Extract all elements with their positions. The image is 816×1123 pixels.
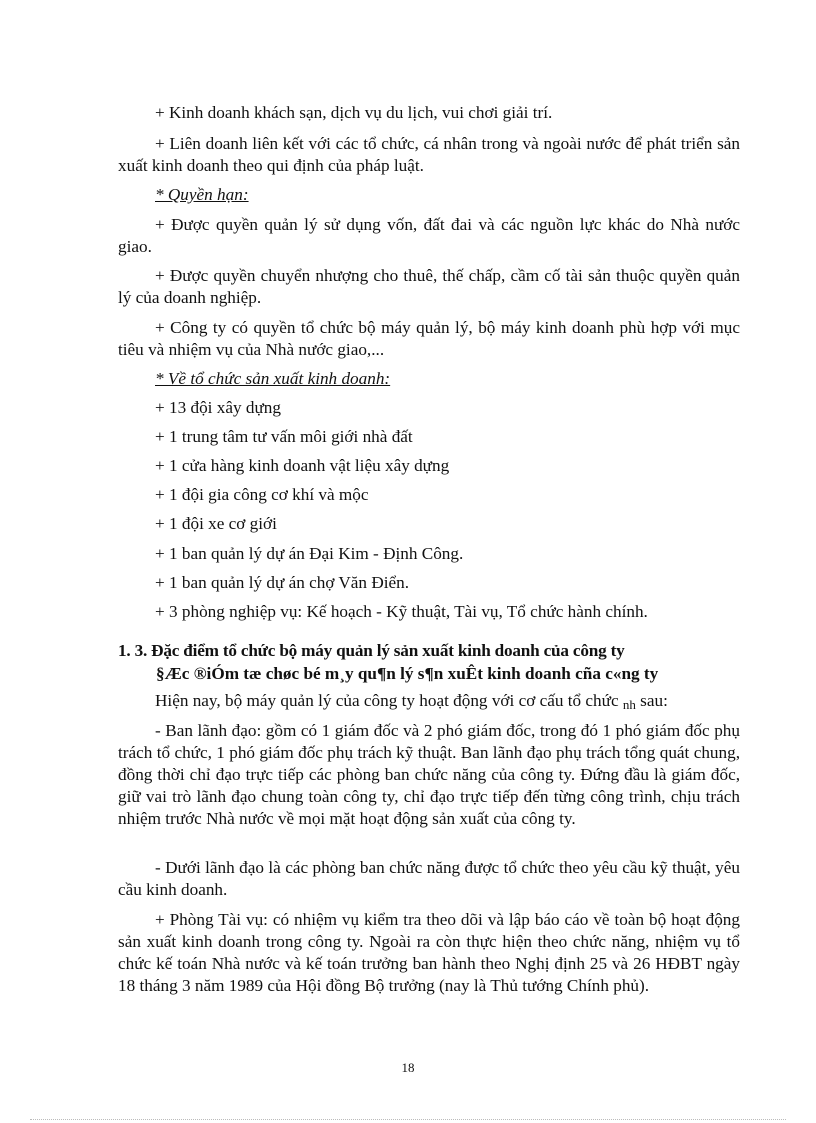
paragraph-joint-venture: + Liên doanh liên kết với các tổ chức, cá nhân trong và ngoài nước để phát triển sản xuất kinh doanh theo qui định của pháp luật. — [118, 134, 740, 175]
section-intro — [155, 690, 745, 716]
section-title: 1. 3. Đặc điểm tổ chức bộ máy quản lý sản xuất kinh doanh của công ty — [118, 641, 625, 660]
paragraph-finance-dept: + Phòng Tài vụ: có nhiệm vụ kiểm tra theo dõi và lập báo cáo về toàn bộ hoạt động sản xuất kinh doanh trong công ty. Ngoài ra còn thực hiện theo chức năng, nhiệm vụ tổ chức kế toán Nhà nước và kế toán trưởng ban hành theo Nghị định 25 và 26 HĐBT ngày 18 tháng 3 năm 1989 của Hội đồng Bộ trưởng (nay là Thủ tướng Chính phủ). — [118, 910, 740, 995]
organization-item: + 1 ban quản lý dự án Đại Kim - Định Công. — [155, 544, 464, 563]
section-title-legacy: §Æc ®iÓm tæ chøc bé m¸y qu¶n lý s¶n xuÊt kinh doanh cña c«ng ty — [156, 664, 659, 683]
organization-item: + 1 đội xe cơ giới — [155, 514, 277, 533]
intro-subscript: nh — [622, 697, 636, 712]
intro-text-after: sau: — [635, 691, 668, 710]
organization-item: + 3 phòng nghiệp vụ: Kế hoạch - Kỹ thuật, Tài vụ, Tổ chức hành chính. — [155, 602, 648, 621]
intro-text-before: Hiện nay, bộ máy quản lý của công ty hoạt động với cơ cấu tổ chức — [155, 691, 623, 710]
rights-item: + Công ty có quyền tổ chức bộ máy quản lý, bộ máy kinh doanh phù hợp với mục tiêu và nhiệm vụ của Nhà nước giao,... — [118, 318, 740, 359]
page-bottom-divider — [30, 1119, 786, 1120]
paragraph-departments: - Dưới lãnh đạo là các phòng ban chức năng được tổ chức theo yêu cầu kỹ thuật, yêu cầu kinh doanh. — [118, 858, 740, 899]
paragraph-business-hotel: + Kinh doanh khách sạn, dịch vụ du lịch, vui chơi giải trí. — [155, 103, 553, 122]
organization-item: + 13 đội xây dựng — [155, 398, 281, 417]
organization-item: + 1 đội gia công cơ khí và mộc — [155, 485, 369, 504]
page-number: 18 — [401, 1060, 415, 1075]
organization-item: + 1 cửa hàng kinh doanh vật liệu xây dựng — [155, 456, 450, 475]
rights-heading: * Quyền hạn: — [155, 185, 249, 204]
organization-item: + 1 trung tâm tư vấn môi giới nhà đất — [155, 427, 413, 446]
organization-heading: * Về tổ chức sản xuất kinh doanh: — [155, 369, 391, 388]
paragraph-leadership: - Ban lãnh đạo: gồm có 1 giám đốc và 2 phó giám đốc, trong đó 1 phó giám đốc phụ trách tổ chức, 1 phó giám đốc phụ trách kỹ thuật. Ban lãnh đạo phụ trách tổng quát chung, đồng thời chỉ đạo trực tiếp các phòng ban chức năng của công ty. Đứng đầu là giám đốc, giữ vai trò lãnh đạo chung toàn công ty, chỉ đạo trực tiếp đến từng công trình, chịu trách nhiệm trước Nhà nước về mọi mặt hoạt động sản xuất của công ty. — [118, 721, 740, 828]
organization-item: + 1 ban quản lý dự án chợ Văn Điển. — [155, 573, 410, 592]
rights-item: + Được quyền quản lý sử dụng vốn, đất đai và các nguồn lực khác do Nhà nước giao. — [118, 215, 740, 256]
rights-item: + Được quyền chuyển nhượng cho thuê, thế chấp, cầm cố tài sản thuộc quyền quản lý của doanh nghiệp. — [118, 266, 740, 307]
